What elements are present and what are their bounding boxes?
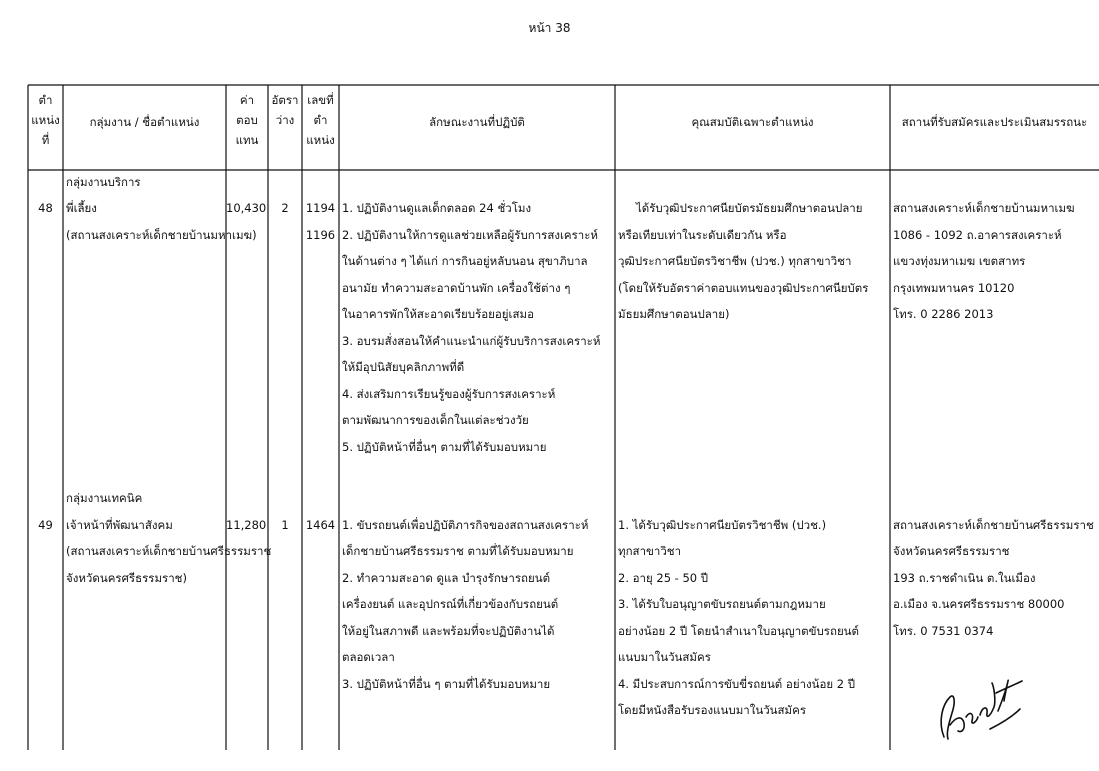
duty-line: ตลอดเวลา [342, 650, 395, 664]
header-group-position: กลุ่มงาน / ชื่อตำแหน่ง [89, 115, 200, 129]
duty-line: 5. ปฏิบัติหน้าที่อื่นๆ ตามที่ได้รับมอบหมาย [342, 440, 547, 454]
vacancy-value: 1 [281, 518, 289, 532]
qualification-line: โดยมีหนังสือรับรองแนบมาในวันสมัคร [618, 703, 806, 717]
duty-line: ให้อยู่ในสภาพดี และพร้อมที่จะปฏิบัติงานได้ [342, 624, 555, 638]
duty-line: อนามัย ทำความสะอาดบ้านพัก เครื่องใช้ต่าง ๆ [342, 281, 571, 295]
position-org: (สถานสงเคราะห์เด็กชายบ้านมหาเมฆ) [66, 228, 257, 242]
position-number: 1464 [305, 518, 336, 532]
row-number: 49 [38, 518, 53, 532]
position-number: 1194 [305, 201, 336, 215]
place-line: สถานสงเคราะห์เด็กชายบ้านศรีธรรมราช [893, 518, 1094, 532]
header-position-number: เลขที่ ตำ แหน่ง [306, 93, 335, 147]
qualification-line: ทุกสาขาวิชา [618, 544, 682, 558]
pay-value: 10,430 [226, 201, 267, 215]
header-qualifications: คุณสมบัติเฉพาะตำแหน่ง [691, 115, 814, 129]
group-name: กลุ่มงานบริการ [66, 175, 141, 189]
duty-line: ตามพัฒนาการของเด็กในแต่ละช่วงวัย [342, 413, 529, 427]
place-line: กรุงเทพมหานคร 10120 [893, 281, 1015, 295]
qualification-line: (โดยให้รับอัตราค่าตอบแทนของวุฒิประกาศนียบัตร [618, 281, 869, 295]
place-line: อ.เมือง จ.นครศรีธรรมราช 80000 [893, 597, 1065, 611]
position-org: (สถานสงเคราะห์เด็กชายบ้านศรีธรรมราช [66, 544, 272, 558]
place-line: สถานสงเคราะห์เด็กชายบ้านมหาเมฆ [893, 201, 1075, 215]
position-number: 1196 [305, 228, 336, 242]
qualification-line: วุฒิประกาศนียบัตรวิชาชีพ (ปวช.) ทุกสาขาวิชา [618, 254, 852, 268]
place-line: โทร. 0 2286 2013 [893, 307, 994, 321]
duty-line: ในด้านต่าง ๆ ได้แก่ การกินอยู่หลับนอน สุขาภิบาล [342, 254, 588, 268]
duty-line: ในอาคารพักให้สะอาดเรียบร้อยอยู่เสมอ [342, 307, 534, 321]
duty-line: 1. ปฏิบัติงานดูแลเด็กตลอด 24 ชั่วโมง [342, 201, 532, 215]
header-pay: ค่า ตอบ แทน [235, 93, 259, 147]
duty-line: 2. ทำความสะอาด ดูแล บำรุงรักษารถยนต์ [342, 571, 551, 585]
qualification-line: 4. มีประสบการณ์การขับขี่รถยนต์ อย่างน้อย 2 ปี [618, 677, 856, 691]
row-number: 48 [38, 201, 53, 215]
qualification-line: 3. ได้รับใบอนุญาตขับรถยนต์ตามกฎหมาย [618, 597, 826, 611]
place-line: โทร. 0 7531 0374 [893, 624, 994, 638]
position-org: จังหวัดนครศรีธรรมราช) [66, 571, 187, 585]
header-vacancy: อัตรา ว่าง [271, 93, 299, 127]
place-line: จังหวัดนครศรีธรรมราช [893, 544, 1010, 558]
qualification-line: อย่างน้อย 2 ปี โดยนำสำเนาใบอนุญาตขับรถยนต์ [618, 624, 860, 638]
qualification-line: มัธยมศึกษาตอนปลาย) [618, 307, 730, 321]
duty-line: ให้มีอุปนิสัยบุคลิกภาพที่ดี [342, 360, 465, 374]
position-title: เจ้าหน้าที่พัฒนาสังคม [66, 518, 173, 532]
duty-line: 3. ปฏิบัติหน้าที่อื่น ๆ ตามที่ได้รับมอบหมาย [342, 677, 551, 691]
qualification-line: 1. ได้รับวุฒิประกาศนียบัตรวิชาชีพ (ปวช.) [618, 518, 827, 532]
header-duties: ลักษณะงานที่ปฏิบัติ [429, 115, 525, 129]
duty-line: 3. อบรมสั่งสอนให้คำแนะนำแก่ผู้รับบริการสงเคราะห์ [342, 334, 601, 348]
place-line: 193 ถ.ราชดำเนิน ต.ในเมือง [893, 571, 1036, 585]
duty-line: เครื่องยนต์ และอุปกรณ์ที่เกี่ยวข้องกับรถยนต์ [342, 597, 559, 611]
handwritten-signature [932, 667, 1027, 752]
qualification-line: หรือเทียบเท่าในระดับเดียวกัน หรือ [618, 228, 787, 242]
duty-line: 2. ปฏิบัติงานให้การดูแลช่วยเหลือผู้รับการสงเคราะห์ [342, 228, 598, 242]
vacancy-value: 2 [281, 201, 289, 215]
header-application-place: สถานที่รับสมัครและประเมินสมรรถนะ [901, 115, 1088, 129]
duty-line: 4. ส่งเสริมการเรียนรู้ของผู้รับการสงเคราะห์ [342, 387, 556, 401]
duty-line: 1. ขับรถยนต์เพื่อปฏิบัติภารกิจของสถานสงเคราะห์ [342, 518, 589, 532]
duty-line: เด็กชายบ้านศรีธรรมราช ตามที่ได้รับมอบหมาย [342, 544, 574, 558]
pay-value: 11,280 [226, 518, 267, 532]
place-line: แขวงทุ่งมหาเมฆ เขตสาทร [893, 254, 1026, 268]
position-title: พี่เลี้ยง [66, 201, 97, 215]
header-row-number: ตำ แหน่ง ที่ [31, 93, 60, 147]
group-name: กลุ่มงานเทคนิค [66, 491, 143, 505]
qualification-line: 2. อายุ 25 - 50 ปี [618, 571, 709, 585]
place-line: 1086 - 1092 ถ.อาคารสงเคราะห์ [893, 228, 1062, 242]
qualification-line: แนบมาในวันสมัคร [618, 650, 711, 664]
page-number: หน้า 38 [528, 21, 571, 35]
qualification-line: ได้รับวุฒิประกาศนียบัตรมัธยมศึกษาตอนปลาย [636, 201, 863, 215]
